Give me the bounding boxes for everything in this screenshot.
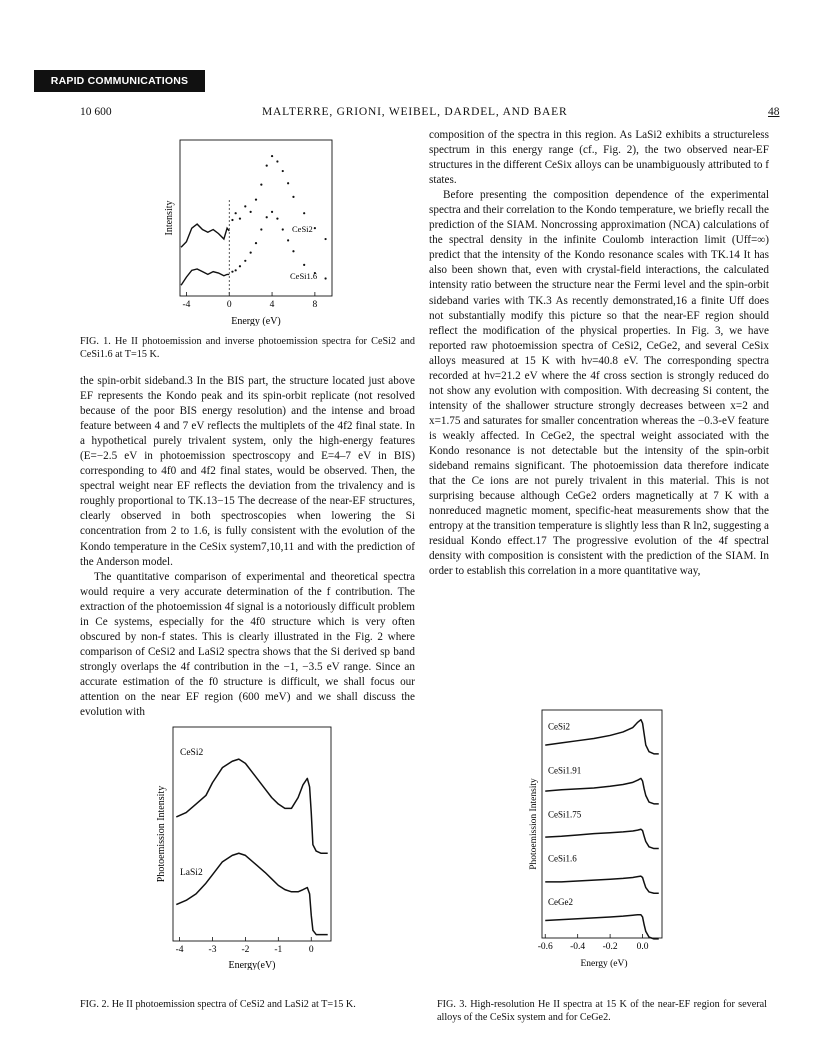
- figure-1-caption: FIG. 1. He II photoemission and inverse photoemission spectra for CeSi2 and CeSi1.6 at T=15 K.: [80, 336, 415, 360]
- fig1-tick-label-1: 0: [226, 300, 232, 310]
- fig3-tick-label-0: -0.6: [537, 942, 553, 952]
- right-paragraph-2: Before presenting the composition dependence of the experimental spectra and their correlation to the Kondo temperature, we briefly recall the prediction of the SIAM. Noncrossing approximation (NCA) calculations of the spectral density in the infinite Coulomb interaction limit (Uff=∞) predict that the intensity of the Kondo resonance scales with TK.14 It has also been shown that, even with crystal-field interactions, the calculated intensity ratio between the structure near the Fermi level and the spin-orbit sideband varies with TK.3 As recently demonstrated,16 a finite Uff does not substantially modify this picture so that the near-EF region should reflect the modification of the physical properties. In Fig. 3, we have reported raw photoemission spectra of CeSi2, CeGe2, and several CeSix alloys measured at 15 K with hν=40.8 eV. The corresponding spectra recorded at hν=21.2 eV where the 4f cross section is strongly reduced do not show any evolution with composition. With decreasing Si content, the intensity of the shallower structure strongly decreases between x=2 and x=1.75 and saturates for smaller concentration whereas the −0.3-eV feature is weakly affected. In CeGe2, the spectral weight associated with the Kondo resonance is not detectable but the intensity of the spin-orbit sideband remains significant. The photoemission data therefore indicate that the Ce ions are not purely trivalent in this material. This is not surprising because although CeGe2 orders magnetically at 7 K with a nonreduced magnetic moment, specific-heat measurements show that the entropy at the transition temperature is slightly less than R ln2, suggesting a residual Kondo effect.17 The progressive evolution of the 4f spectral density with composition is consistent with the prediction of the SIAM. In order to establish this correlation in a more quantitative way,: [429, 189, 769, 578]
- fig2-tick-label-0: -4: [175, 945, 184, 955]
- fig1-point: [250, 252, 252, 254]
- fig2-label-cesi2: CeSi2: [180, 748, 204, 758]
- fig1-point: [235, 212, 237, 214]
- fig1-point: [276, 160, 278, 162]
- fig2-frame: [173, 727, 331, 941]
- fig1-point: [266, 165, 268, 167]
- fig2-series-1: [176, 853, 327, 934]
- fig2-tick-label-1: -3: [208, 945, 217, 955]
- fig1-point: [271, 155, 273, 157]
- figure-2: [140, 715, 340, 975]
- fig1-series-1-photoemission: [181, 269, 229, 285]
- fig1-point: [260, 228, 262, 230]
- fig1-point: [239, 218, 241, 220]
- fig1-point: [231, 219, 233, 221]
- fig1-point: [303, 264, 305, 266]
- fig3-xlabel: Energy (eV): [580, 959, 628, 969]
- figure-3: [524, 702, 689, 975]
- fig1-point: [303, 212, 305, 214]
- fig3-series-label-4: CeGe2: [548, 897, 573, 908]
- volume-number: 48: [768, 106, 780, 118]
- fig1-point: [239, 265, 241, 267]
- fig1-ylabel: Intensity: [164, 200, 175, 236]
- fig3-tick-label-2: -0.2: [602, 942, 618, 952]
- fig1-point: [260, 184, 262, 186]
- fig1-point: [276, 218, 278, 220]
- fig1-point: [287, 182, 289, 184]
- fig1-point: [244, 260, 246, 262]
- right-column-text: [429, 128, 769, 579]
- left-paragraph-1: the spin-orbit sideband.3 In the BIS part, the structure located just above EF represents the Kondo peak and its spin-orbit replicate (not resolved because of the poor BIS energy resolution) and the intense and broad feature between 4 and 7 eV reflects the multiplets of the 4f2 final state. In a hypothetical purely trivalent system, only the high-energy features (E=−2.5 eV in photoemission spectroscopy and E=4–7 eV in BIS) corresponding to 4f0 and 4f2 final states, would be observed. Then, the spectral weight near EF reflects the deviation from the trivalency and is roughly proportional to TK.13−15 The decrease of the near-EF structures, clearly observed in both spectroscopies when lowering the Si concentration from 2 to 1.6, is fully consistent with the evolution of the Kondo temperature in the CeSix system7,10,11 and with the prediction of the Anderson model.: [80, 375, 415, 568]
- fig1-tick-label-0: -4: [182, 300, 191, 310]
- left-paragraph-2: The quantitative comparison of experimental and theoretical spectra would require a very accurate determination of the f contribution. The extraction of the photoemission 4f signal is a notoriously difficult problem in Ce systems, especially for the 4f0 structure which is very often obscured by non-f states. This is clearly illustrated in the Fig. 2 where comparison of CeSi2 and LaSi2 spectra shows that the Si derived sp band strongly overlaps the 4f contribution in the −1, −3.5 eV range. Since an accurate estimation of the f0 structure is difficult, we shall focus our attention on the near EF region (600 meV) and we shall discuss the evolution with: [80, 570, 415, 719]
- fig1-xlabel: Energy (eV): [231, 316, 281, 326]
- fig3-series-label-0: CeSi2: [548, 721, 571, 732]
- rapid-communications-banner: RAPID COMMUNICATIONS: [34, 70, 205, 92]
- fig1-point: [314, 227, 316, 229]
- figure-1-plot: [150, 128, 350, 326]
- fig3-tick-label-3: 0.0: [636, 942, 649, 952]
- fig1-point: [255, 199, 257, 201]
- fig1-point: [250, 211, 252, 213]
- fig1-point: [271, 211, 273, 213]
- fig2-tick-label-3: -1: [274, 945, 283, 955]
- fig1-point: [324, 238, 326, 240]
- fig1-point: [244, 205, 246, 207]
- right-paragraph-1: composition of the spectra in this region. As LaSi2 exhibits a structureless spectrum in this energy range (cf., Fig. 2), the two observed near-EF structures in the different CeSix alloys can be unambiguously attributed to f states.: [429, 129, 769, 187]
- fig2-tick-label-4: 0: [308, 945, 314, 955]
- fig3-series-label-3: CeSi1.6: [548, 853, 577, 864]
- fig3-series-4: [545, 915, 659, 939]
- fig3-series-3: [545, 876, 659, 893]
- fig3-series-1: [545, 778, 659, 803]
- fig1-point: [231, 271, 233, 273]
- fig3-series-2: [545, 829, 659, 848]
- figure-3-caption: FIG. 3. High-resolution He II spectra at 15 K of the near-EF region for several alloys of the CeSix system and for CeGe2.: [437, 999, 767, 1023]
- running-head-authors: MALTERRE, GRIONI, WEIBEL, DARDEL, AND BAER: [262, 106, 568, 118]
- fig2-tick-label-2: -2: [241, 945, 250, 955]
- fig1-point: [287, 239, 289, 241]
- left-column-text: [80, 374, 415, 720]
- fig3-ylabel: Photoemission Intensity: [529, 778, 539, 870]
- fig2-ylabel: Photoemission Intensity: [156, 785, 167, 883]
- figure-2-plot: [140, 715, 340, 970]
- fig2-series-0: [176, 759, 327, 853]
- fig1-label-cesi2: CeSi2: [292, 224, 313, 234]
- fig1-point: [324, 277, 326, 279]
- fig3-tick-label-1: -0.4: [570, 942, 586, 952]
- fig1-tick-label-3: 8: [312, 300, 318, 310]
- fig3-series-label-2: CeSi1.75: [548, 809, 582, 820]
- fig1-point: [292, 196, 294, 198]
- fig1-series-0-photoemission: [181, 224, 229, 247]
- fig1-point: [282, 170, 284, 172]
- fig1-point: [292, 250, 294, 252]
- fig1-point: [266, 216, 268, 218]
- fig2-label-lasi2: LaSi2: [180, 868, 203, 878]
- fig2-xlabel: Energy(eV): [228, 960, 276, 970]
- fig3-series-label-1: CeSi1.91: [548, 765, 582, 776]
- fig1-tick-label-2: 4: [269, 300, 275, 310]
- figure-3-plot: [524, 702, 689, 970]
- fig1-point: [282, 228, 284, 230]
- fig1-label-cesi16: CeSi1.6: [290, 271, 318, 281]
- fig1-point: [235, 269, 237, 271]
- figure-1: [150, 128, 350, 331]
- page-number: 10 600: [80, 106, 112, 118]
- figure-2-caption: FIG. 2. He II photoemission spectra of CeSi2 and LaSi2 at T=15 K.: [80, 999, 356, 1010]
- fig1-point: [255, 242, 257, 244]
